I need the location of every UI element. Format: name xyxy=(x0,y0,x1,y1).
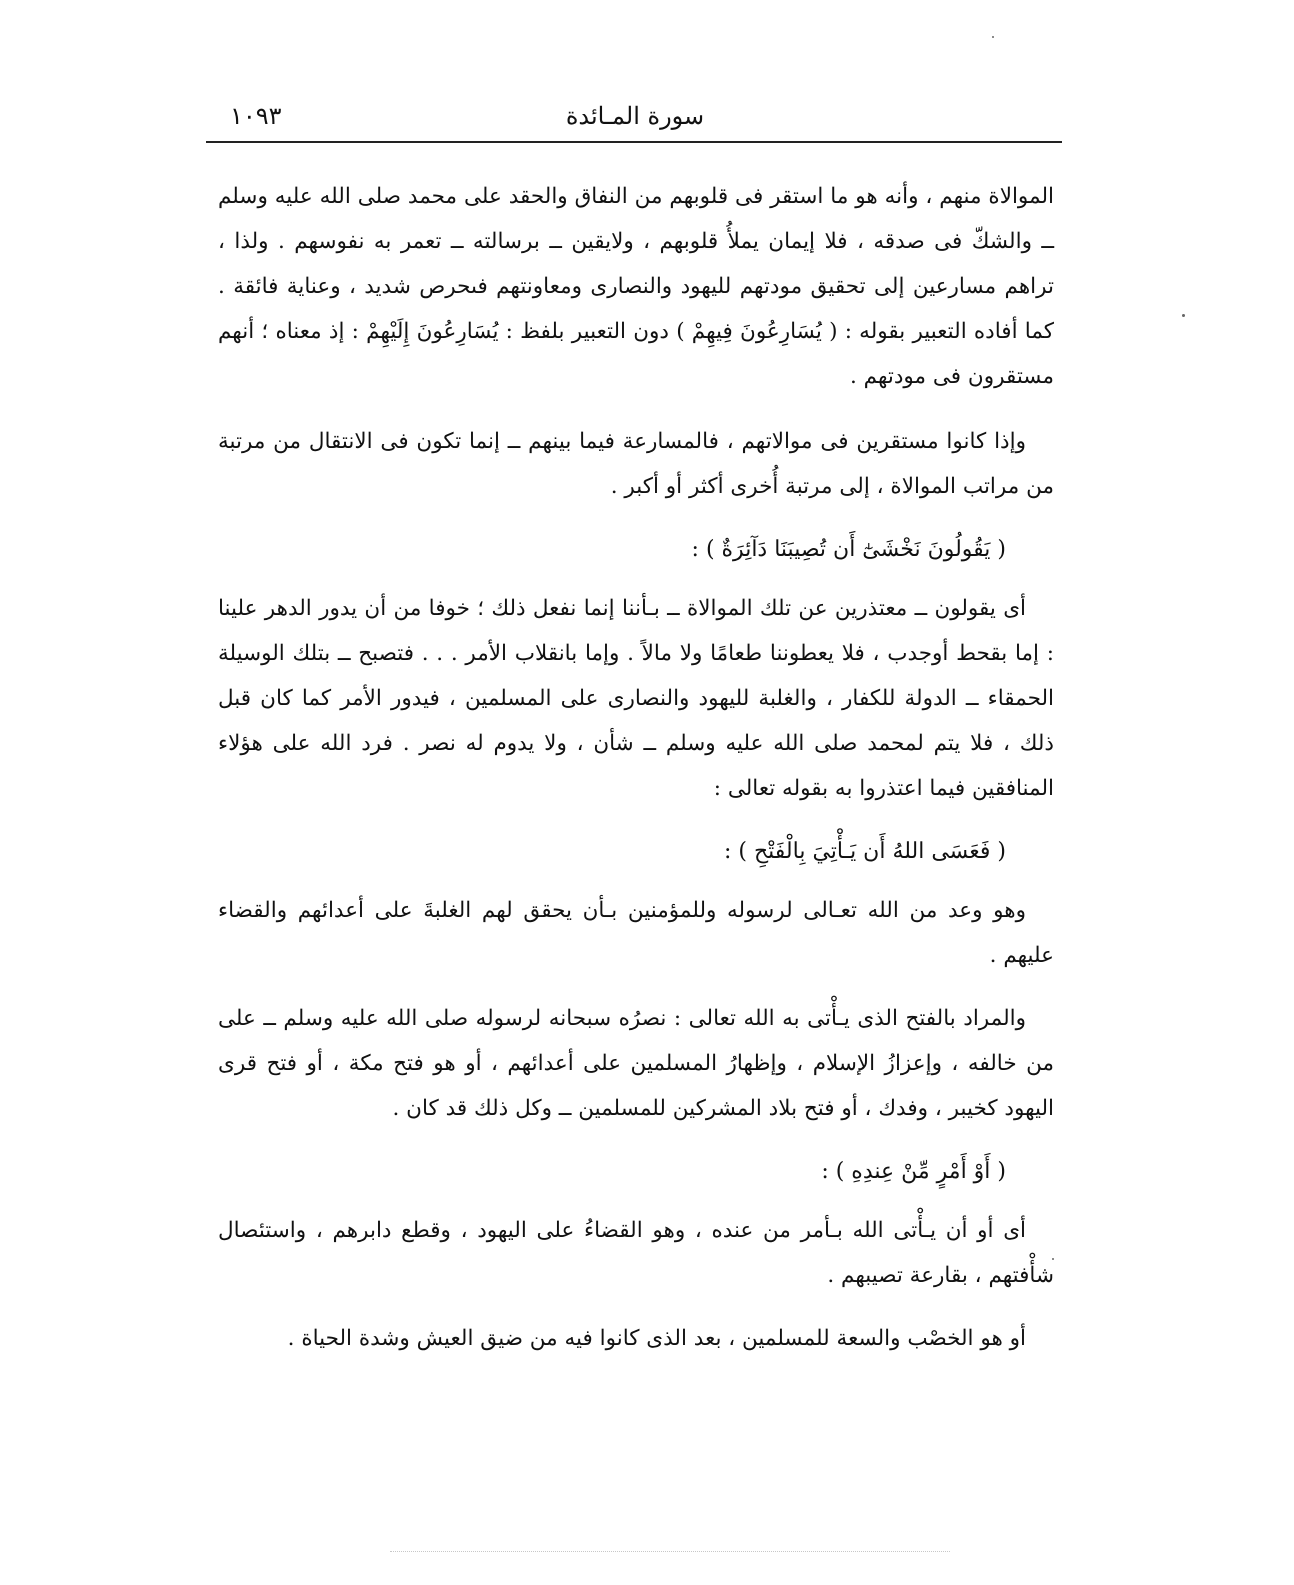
paragraph-mutual-haste: وإذا كانوا مستقرين فى موالاتهم ، فالمسارعة فيما بينهم ــ إنما تكون فى الانتقال من مرتبة من مراتب الموالاة ، إلى مرتبة أُخرى أكثر أو أكبر . xyxy=(218,429,1054,499)
verse-quote-victory: ( فَعَسَى اللهُ أَن يَـأْتِيَ بِالْفَتْحِ ) : xyxy=(723,839,1006,864)
body-text xyxy=(218,174,1054,1379)
verse-quote-command: ( أَوْ أَمْرٍ مِّنْ عِندِهِ ) : xyxy=(821,1159,1006,1184)
scan-speck xyxy=(992,36,994,38)
paragraph-promise: وهو وعد من الله تعـالى لرسوله وللمؤمنين بـأن يحقق لهم الغلبةَ على أعدائهم والقضاء عليهم . xyxy=(218,898,1054,968)
verse-quote-fear: ( يَقُولُونَ نَخْشَىٰٓ أَن تُصِيبَنَا دَآئِرَةٌ ) : xyxy=(691,537,1006,562)
paragraph-meaning-of-victory: والمراد بالفتح الذى يـأْتى به الله تعالى : نصرُه سبحانه لرسوله صلى الله عليه وسلم ــ على من خالفه ، وإعزازُ الإسلام ، وإظهارُ المسلمين على أعدائهم ، أو هو فتح مكة ، أو فتح قرى اليهود كخيبر ، وفدك ، أو فتح بلاد المشركين للمسلمين ــ وكل ذلك قد كان . xyxy=(218,1006,1054,1121)
page-header xyxy=(206,96,1064,140)
scan-speck xyxy=(1052,1258,1054,1260)
paragraph-excuse: أى يقولون ــ معتذرين عن تلك الموالاة ــ بـأننا إنما نفعل ذلك ؛ خوفا من أن يدور الدهر علينا : إما بقحط أوجدب ، فلا يعطوننا طعامًا ولا مالاً . وإما بانقلاب الأمر . . . فتصبح ــ بتلك الوسيلة الحمقاء ــ الدولة للكفار ، والغلبة لليهود والنصارى على المسلمين ، فيدور الأمر كما كان قبل ذلك ، فلا يتم لمحمد صلى الله عليه وسلم ــ شأن ، ولا يدوم له نصر . فرد الله على هؤلاء المنافقين فيما اعتذروا به بقوله تعالى : xyxy=(218,596,1054,801)
scan-artifact-line xyxy=(390,1551,950,1552)
scan-speck xyxy=(1182,314,1185,317)
paragraph-intro: الموالاة منهم ، وأنه هو ما استقر فى قلوبهم من النفاق والحقد على محمد صلى الله عليه وسلم ــ والشكّ فى صدقه ، فلا إيمان يملأُ قلوبهم ، ولايقين ــ برسالته ــ تعمر به نفوسهم . ولذا ، تراهم مسارعين إلى تحقيق مودتهم لليهود والنصارى ومعاونتهم فىحرص شديد ، وعناية فائقة . كما أفاده التعبير بقوله : ( يُسَارِعُونَ فِيهِمْ ) دون التعبير بلفظ : يُسَارِعُونَ إِلَيْهِمْ : إذ معناه ؛ أنهم مستقرون فى مودتهم . xyxy=(218,184,1054,389)
paragraph-command-meaning: أى أو أن يـأْتى الله بـأمر من عنده ، وهو القضاءُ على اليهود ، وقطع دابرهم ، واستئصال شأْفتهم ، بقارعة تصيبهم . xyxy=(218,1218,1054,1288)
page-number: ١٠٩٣ xyxy=(230,102,282,130)
running-title: سورة المـائدة xyxy=(565,102,705,130)
header-divider xyxy=(206,141,1062,143)
paragraph-abundance: أو هو الخصْب والسعة للمسلمين ، بعد الذى كانوا فيه من ضيق العيش وشدة الحياة . xyxy=(287,1326,1026,1351)
